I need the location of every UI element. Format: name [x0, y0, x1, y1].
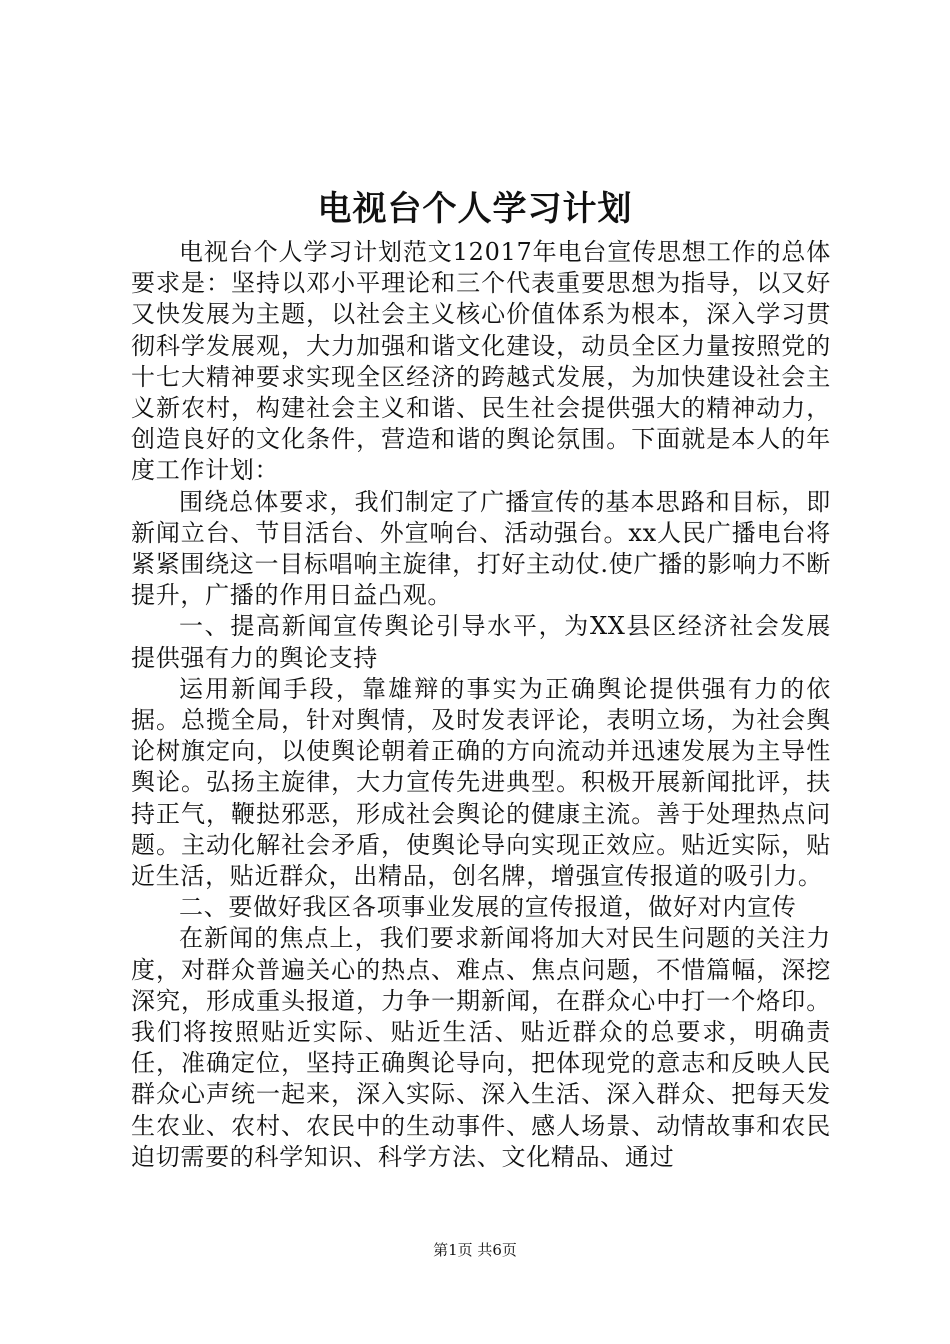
page-number: 第1页 共6页: [433, 1241, 517, 1259]
paragraph-section-1: 运用新闻手段，靠雄辩的事实为正确舆论提供强有力的依据。总揽全局，针对舆情，及时发表评论，表明立场，为社会舆论树旗定向，以使舆论朝着正确的方向流动并迅速发展为主导性舆论。弘扬主旋律，大力宣传先进典型。积极开展新闻批评，扶持正气，鞭挞邪恶，形成社会舆论的健康主流。善于处理热点问题。主动化解社会矛盾，使舆论导向实现正效应。贴近实际，贴近生活，贴近群众，出精品，创名牌，增强宣传报道的吸引力。: [131, 674, 831, 891]
section-heading-1: 一、提高新闻宣传舆论引导水平，为XX县区经济社会发展提供强有力的舆论支持: [131, 612, 831, 672]
document-title: 电视台个人学习计划: [317, 189, 633, 229]
document-body: [131, 237, 831, 1173]
paragraph-goals: 围绕总体要求，我们制定了广播宣传的基本思路和目标，即新闻立台、节目活台、外宣响台、活动强台。xx人民广播电台将紧紧围绕这一目标唱响主旋律，打好主动仗.使广播的影响力不断提升，广播的作用日益凸观。: [131, 487, 831, 610]
paragraph-intro: 电视台个人学习计划范文12017年电台宣传思想工作的总体要求是：坚持以邓小平理论和三个代表重要思想为指导，以又好又快发展为主题，以社会主义核心价值体系为根本，深入学习贯彻科学发展观，大力加强和谐文化建设，动员全区力量按照党的十七大精神要求实现全区经济的跨越式发展，为加快建设社会主义新农村，构建社会主义和谐、民生社会提供强大的精神动力，创造良好的文化条件，营造和谐的舆论氛围。下面就是本人的年度工作计划：: [131, 238, 831, 485]
section-heading-2: 二、要做好我区各项事业发展的宣传报道，做好对内宣传: [179, 893, 797, 922]
paragraph-section-2: 在新闻的焦点上，我们要求新闻将加大对民生问题的关注力度，对群众普遍关心的热点、难点、焦点问题，不惜篇幅，深挖深究，形成重头报道，力争一期新闻，在群众心中打一个烙印。我们将按照贴近实际、贴近生活、贴近群众的总要求，明确责任，准确定位，坚持正确舆论导向，把体现党的意志和反映人民群众心声统一起来，深入实际、深入生活、深入群众、把每天发生农业、农村、农民中的生动事件、感人场景、动情故事和农民迫切需要的科学知识、科学方法、文化精品、通过: [131, 924, 831, 1171]
